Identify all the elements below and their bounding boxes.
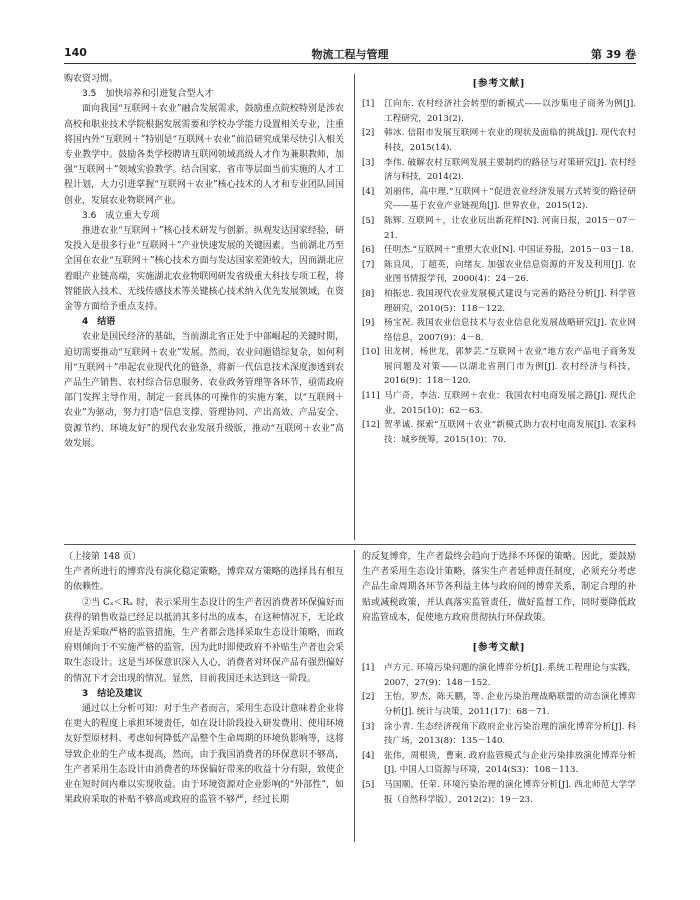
top-left-column (64, 72, 344, 540)
reference-item: [5] 马国顺，任荣. 环境污染治理的演化博弈分析[J]. 西北师范大学学报（自然科学版），2012(2)：19－23. (362, 779, 636, 805)
section-3-5-body: 面向我国“互联网＋农业”融合发展需求，鼓励重点院校特别是涉农高校和职业技术学院根据发展需要和学校办学能力设置相关专业，注重将国内外“互联网＋”特别是“互联网＋农业”前沿研究成果尽快引入相关专业教学中。鼓励各类学校聘请互联网领域高级人才作为兼职教师，加强“互联网＋”领域实验教学。结合国家、省市等层面当前实施的人才工程计划，大力引进掌握“互联网＋农业”核心技术的人才和专业团队回国创业，发展农业物联网产业。 (64, 104, 344, 206)
bottom-paragraph-3: 通过以上分析可知：对于生产者而言，采用生态设计意味着企业将在更大的程度上承担环境责任，如在设计阶段投入研发费用、使用环境友好型原材料、考虑如何降低产品整个生命周期的环境负影响等，这将导致企业的生产成本提高，然而，由于我国消费者的环保意识不够高，生产者采用生态设计由消费者的环保偏好带来的收益十分有限，致使企业在短时间内难以实现收益。由于环境资源对企业影响的“外部性”，如果政府采取的补贴不够高或政府的监管不够严，经过长期 (64, 704, 344, 806)
page-header (64, 44, 636, 62)
section-3-6-body: 推进农业“互联网＋”核心技术研发与创新。纵观发达国家经验，研发投入是很多行业“互联网＋”产业快速发展的关键因素。当前湖北乃至全国在农业“互联网＋”核心技术方面与发达国家差距较大，因而湖北应着眼产业链高端，实施湖北农业物联网研发省级重大科技专项工程，将智能嵌入技术、无线传感技术等关键核心技术纳入优先发展领域，在资金等方面给予重点支持。 (64, 226, 344, 313)
bottom-right-column (362, 550, 636, 850)
reference-item: [1] 江向东. 农村经济社会转型的新模式——以沙集电子商务为例[J]. 工程研究，2013(2). (362, 99, 636, 124)
reference-item: [6] 任明杰.“互联网＋”重塑大农业[N]. 中国证券报，2015－03－18. (362, 245, 634, 256)
reference-item: [2] 韩冰. 信阳市发展互联网＋农业的现状及面临的挑战[J]. 现代农村科技，2015(14). (362, 128, 636, 153)
reference-item: [12] 贺孝诚. 探索“互联网＋农业”新模式助力农村电商发展[J]. 农家科技：城乡统筹，2015(10)：70. (362, 420, 636, 445)
reference-item: [11] 马广奇，李洁. 互联网＋农业：我国农村电商发展之路[J]. 现代企业，2015(10)：62－63. (362, 391, 636, 416)
reference-item: [7] 陈良凤，丁超英，向绪友. 加强农业信息资源的开发及利用[J]. 农业图书情报学刊，2000(4)：24－26. (362, 259, 636, 285)
article-divider (64, 544, 636, 545)
reference-item: [2] 王怡，罗杰，陈天鹏，等. 企业污染治理战略联盟的动态演化博弈分析[J]. 统计与决策，2011(17)：68－71. (362, 692, 636, 717)
section-4-title: 4 结语 (82, 317, 116, 328)
section-4-body: 农业是国民经济的基础，当前湖北省正处于中部崛起的关键时期，迫切需要推动“互联网＋农业”发展。然而，农业问题错综复杂，如何利用“互联网＋”串起农业现代化的链条，将新一代信息技术深度渗透到农产品生产销售、农村综合信息服务、农业政务管理等各环节，亟需政府部门发挥主导作用，制定一套具体的可操作的实施方案，以“互联网＋农业”为驱动，努力打造“信息支撑、管理协同、产出高效、产品安全、资源节约、环境友好”的现代农业发展升级版，推动“互联网＋农业”高效发展。 (64, 332, 344, 449)
reference-item: [5] 陈辉. 互联网＋，让农业玩出新花样[N]. 河南日报，2015－07－21. (362, 215, 636, 241)
page-number: 140 (64, 46, 87, 59)
top-references (362, 76, 636, 542)
lead-paragraph: 购农资习惯。 (64, 74, 119, 84)
reference-item: [3] 涂小青. 生态经济视角下政府企业污染治理的演化博弈分析[J]. 科技广场，2013(8)：135－140. (362, 721, 636, 747)
bottom-left-column (64, 550, 344, 842)
reference-item: [8] 柏振忠. 我国现代农业发展模式建设与完善的路径分析[J]. 科学管理研究，2010(5)：118－122. (362, 288, 636, 314)
bottom-paragraph-2: ②当 Cₓ＜Rₓ 时，表示采用生态设计的生产者因消费者环保偏好而获得的销售收益已经足以抵消其多付出的成本，在这种情况下，无论政府是否采取严格的监管措施，生产者都会选择采取生态设计策略，而政府则倾向于不实施严格的监管，因为此时即使政府不补贴生产者也会采取生态设计。这是当环保意识深入人心，消费者对环保产品有强烈偏好的情况下才会出现的情况。显然，目前我国还未达到这一阶段。 (64, 597, 344, 684)
section-3-title: 3 结论及建议 (82, 688, 143, 699)
reference-item: [9] 杨宝祝. 我国农业信息技术与农业信息化发展战略研究[J]. 农业网络信息，2007(9)：4－8. (362, 318, 636, 343)
bottom-paragraph-1: 生产者所进行的博弈没有演化稳定策略，博弈双方策略的选择具有相互的依赖性。 (64, 567, 344, 593)
reference-item: [1] 卢方元. 环境污染问题的演化博弈分析[J]. 系统工程理论与实践，2007，27(9)：148－152. (362, 663, 636, 688)
continued-note: （上接第 148 页） (64, 552, 141, 562)
bottom-right-paragraph: 的反复博弈，生产者最终会趋向于选择不环保的策略。因此，要鼓励生产者采用生态设计策略，落实生产者延伸责任制度，必须充分考虑产品生命周期各环节各利益主体与政府间的博弈关系，制定合理的补贴或减税政策，并认真落实监管责任，做好监督工作，同时要降低政府监管成本，促使地方政府贯彻执行环保政策。 (362, 552, 636, 623)
volume-label: 第 39 卷 (591, 48, 636, 61)
section-3-6-title: 3.6 成立重大专项 (82, 210, 160, 221)
header-rule (64, 63, 636, 64)
reference-item: [10] 田龙树，杨世龙，郭梦芸.“互联网＋农业”地方农产品电子商务发展问题及对策——以湖北省荆门市为例[J]. 农村经济与科技，2016(9)：118－120. (362, 347, 636, 387)
bottom-column-divider (354, 550, 355, 842)
reference-item: [3] 李伟. 破解农村互联网发展主要制约的路径与对策研究[J]. 农村经济与科技，2014(2). (362, 157, 636, 183)
references-heading: [ 参考文献 ] (362, 76, 636, 91)
reference-item: [4] 张伟，周根贵，曹柬. 政府监管模式与企业污染排放演化博弈分析[J]. 中国人口资源与环境，2014(S3)：108－113. (362, 750, 636, 776)
reference-item: [4] 刘丽伟，高中理.“互联网＋”促进农业经济发展方式转变的路径研究——基于农业产业链视角[J]. 世界农业，2015(12). (362, 186, 636, 212)
journal-title: 物流工程与管理 (311, 48, 389, 61)
section-3-5-title: 3.5 加快培养和引进复合型人才 (82, 89, 214, 100)
top-column-divider (354, 74, 355, 540)
bottom-references-heading: [ 参考文献 ] (362, 640, 636, 655)
